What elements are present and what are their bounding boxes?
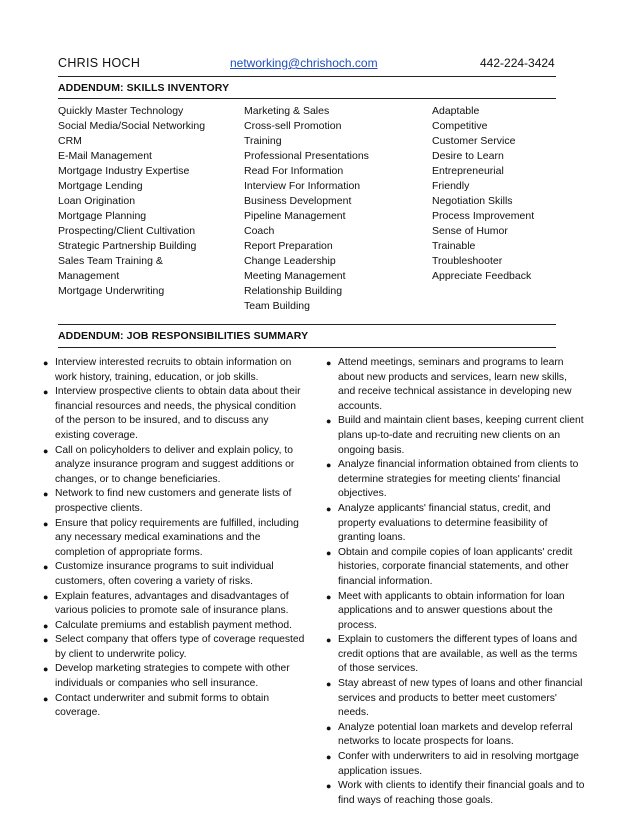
skills-section-title: ADDENDUM: SKILLS INVENTORY [58,82,230,94]
responsibility-text: Analyze financial information obtained from clients to determine strategies for meeting clients' financial objectives. [338,459,579,500]
skills-column-2 [244,104,414,314]
responsibility-item [326,779,586,808]
skill-item: Prospecting/Client Cultivation [58,225,196,237]
skill-item: Coach [244,225,275,237]
bullet-icon: ● [326,416,332,427]
skill-item: Mortgage Underwriting [58,285,165,297]
responsibility-text: Call on policyholders to deliver and explain policy, to analyze insurance program and suggest additions or changes, or to change beneficiaries. [55,444,295,485]
bullet-icon: ● [326,679,332,690]
responsibility-text: Interview interested recruits to obtain information on work history, training, education, or job skills. [55,357,292,383]
skill-item: Quickly Master Technology [58,105,184,117]
responsibility-item [326,502,586,546]
skill-item: Pipeline Management [244,210,346,222]
responsibility-text: Network to find new customers and generate lists of prospective clients. [55,488,292,514]
skill-item: Interview For Information [244,180,361,192]
responsibility-text: Ensure that policy requirements are fulfilled, including any necessary medical examinations and the completion of appropriate forms. [55,517,299,558]
bullet-icon: ● [326,547,332,558]
bullet-icon: ● [326,722,332,733]
skill-item: Training [244,135,282,147]
skill-item: Adaptable [432,105,480,117]
responsibility-text: Work with clients to identify their financial goals and to find ways of reaching those goals. [338,780,585,806]
candidate-name: CHRIS HOCH [58,56,141,70]
bullet-icon: ● [326,752,332,763]
responsibility-item [326,356,586,414]
responsibility-item [43,444,305,488]
skill-item: Mortgage Lending [58,180,143,192]
skill-item: Team Building [244,300,310,312]
responsibility-text: Select company that offers type of coverage requested by client to underwrite policy. [55,634,305,660]
bullet-icon: ● [43,387,49,398]
bullet-icon: ● [43,489,49,500]
bullet-icon: ● [43,693,49,704]
responsibility-item [43,692,305,721]
responsibility-item [43,487,305,516]
bullet-icon: ● [326,781,332,792]
bullet-icon: ● [43,664,49,675]
skill-item: Friendly [432,180,470,192]
skill-item: E-Mail Management [58,150,152,162]
responsibility-text: Stay abreast of new types of loans and other financial services and products to better meet customers' needs. [338,678,583,719]
responsibility-text: Explain features, advantages and disadvantages of various policies to promote sale of insurance plans. [55,590,289,617]
skill-item: Read For Information [244,165,344,177]
skill-item: Process Improvement [432,210,535,222]
header-divider [58,76,556,77]
skill-item: Relationship Building [244,285,343,297]
responsibility-text: Build and maintain client bases, keeping current client plans up-to-date and recruiting new clients on an ongoing basis. [338,415,584,456]
responsibility-item [43,633,305,662]
responsibility-text: Interview prospective clients to obtain data about their financial resources and needs, the physical condition of the person to be insured, and to discuss any existing coverage. [55,386,301,441]
responsibilities-title-divider [58,347,556,348]
skill-item: Change Leadership [244,255,336,267]
bullet-icon: ● [43,445,49,456]
skill-item: Strategic Partnership Building [58,240,197,252]
skill-item: Social Media/Social Networking [58,120,206,132]
contact-header [58,56,556,76]
skill-item: Business Development [244,195,352,207]
skill-item: Report Preparation [244,240,333,252]
skill-item: Entrepreneurial [432,165,504,177]
skill-item: Trainable [432,240,476,252]
responsibility-item [43,619,305,634]
bullet-icon: ● [43,591,49,602]
skill-item: Mortgage Industry Expertise [58,165,190,177]
responsibility-item [326,750,586,779]
skills-end-divider [58,324,556,325]
skill-item: Appreciate Feedback [432,270,532,282]
responsibilities-left-column [43,356,305,721]
responsibility-item [43,560,305,589]
skill-item: Mortgage Planning [58,210,147,222]
responsibility-item [326,546,586,590]
responsibility-text: Meet with applicants to obtain information for loan applications and to answer questions about the process. [338,590,565,631]
responsibility-item [326,633,586,677]
bullet-icon: ● [326,591,332,602]
bullet-icon: ● [326,358,332,368]
responsibility-item [326,677,586,721]
skills-column-3 [432,104,582,284]
responsibility-item [43,517,305,561]
bullet-icon: ● [326,503,332,514]
skill-item: Sales Team Training & Management [58,255,163,282]
skill-item: Negotiation Skills [432,195,513,207]
bullet-icon: ● [326,635,332,646]
responsibility-item [326,721,586,750]
skills-title-divider [58,98,556,99]
skill-item: Loan Origination [58,195,136,207]
responsibility-text: Develop marketing strategies to compete with other individuals or companies who sell insurance. [55,663,290,690]
skill-item: Competitive [432,120,488,132]
skill-item: Customer Service [432,135,516,147]
responsibility-item [43,662,305,691]
bullet-icon: ● [43,358,49,368]
bullet-icon: ● [326,460,332,471]
responsibility-item [326,414,586,458]
skill-item: Professional Presentations [244,150,369,162]
responsibility-text: Calculate premiums and establish payment method. [55,619,292,631]
responsibility-item [43,385,305,443]
email-link[interactable]: networking@chrishoch.com [230,56,378,70]
bullet-icon: ● [43,620,49,631]
responsibility-text: Customize insurance programs to suit individual customers, often covering a variety of risks. [55,561,274,587]
responsibilities-section-title: ADDENDUM: JOB RESPONSIBILITIES SUMMARY [58,330,309,342]
skill-item: Sense of Humor [432,225,508,237]
responsibility-item [326,590,586,634]
skill-item: CRM [58,135,82,147]
bullet-icon: ● [43,635,49,646]
phone-number: 442-224-3424 [480,56,555,70]
responsibility-text: Explain to customers the different types of loans and credit options that are available, as well as the terms of those services. [338,634,578,675]
bullet-icon: ● [43,562,49,573]
responsibility-text: Confer with underwriters to aid in resolving mortgage application issues. [338,751,579,777]
bullet-icon: ● [43,518,49,529]
skill-item: Marketing & Sales [244,105,330,117]
responsibility-item [326,458,586,502]
skill-item: Desire to Learn [432,150,504,162]
responsibility-item [43,356,305,385]
responsibility-text: Attend meetings, seminars and programs to learn about new products and services, learn new skills, and receive technical assistance in developing new accounts. [338,357,572,412]
skill-item: Meeting Management [244,270,346,282]
skills-column-1 [58,104,218,299]
responsibilities-right-column [326,356,586,808]
skill-item: Troubleshooter [432,255,503,267]
responsibility-text: Contact underwriter and submit forms to obtain coverage. [55,692,270,719]
responsibility-item [43,590,305,619]
responsibility-text: Obtain and compile copies of loan applicants' credit histories, corporate financial statements, and other financial information. [338,546,573,587]
responsibility-text: Analyze applicants' financial status, credit, and property evaluations to determine feasibility of granting loans. [338,502,551,544]
skill-item: Cross-sell Promotion [244,120,342,132]
responsibility-text: Analyze potential loan markets and develop referral networks to locate prospects for loans. [338,721,573,748]
